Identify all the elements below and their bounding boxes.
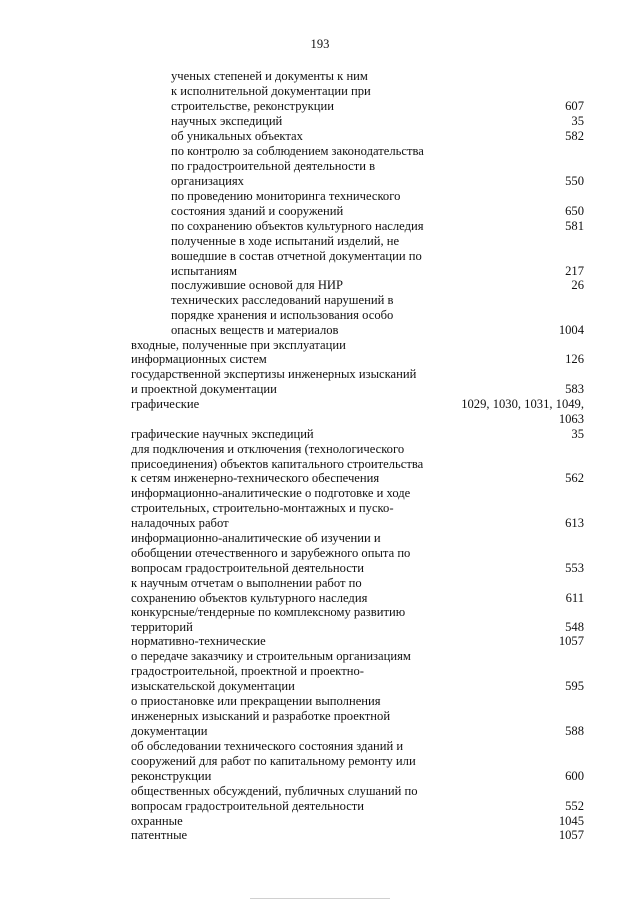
index-entry [0,367,640,382]
index-term: по сохранению объектов культурного наследия [171,219,424,233]
index-entry [0,159,640,174]
index-page-ref: 126 [565,352,584,366]
index-entry [0,561,640,576]
index-term: по проведению мониторинга технического [171,189,401,203]
index-term: документации [131,724,208,738]
index-term: к сетям инженерно-технического обеспечения [131,471,380,485]
index-term: испытаниям [171,264,238,278]
index-term: информационных систем [131,352,267,366]
index-entry [0,84,640,99]
index-term: обобщении отечественного и зарубежного опыта по [131,546,411,560]
index-term: полученные в ходе испытаний изделий, не [171,234,400,248]
index-term: вошедшие в состав отчетной документации по [171,249,422,263]
index-page-ref: 613 [565,516,584,530]
index-term: градостроительной, проектной и проектно- [131,664,364,678]
index-page-ref: 548 [565,620,584,634]
index-term: информационно-аналитические о подготовке и ходе [131,486,411,500]
index-entry [0,442,640,457]
index-page-ref: 552 [565,799,584,813]
index-term: информационно-аналитические об изучении и [131,531,381,545]
index-term: охранные [131,814,183,828]
page-number: 193 [310,37,330,51]
index-term: и проектной документации [131,382,277,396]
index-entry [0,576,640,591]
index-page-ref: 550 [565,174,584,188]
index-term: инженерных изысканий и разработке проектной [131,709,391,723]
index-page-ref: 607 [565,99,584,113]
index-page-ref: 1063 [558,412,584,426]
index-page-ref: 217 [565,264,584,278]
scan-edge-line [250,898,390,899]
index-term: научных экспедиций [171,114,283,128]
index-entry [0,308,640,323]
index-entry [0,204,640,219]
index-entry [0,352,640,367]
index-term: реконструкции [131,769,212,783]
index-entry [0,814,640,829]
index-page-ref: 35 [571,114,584,128]
index-term: для подключения и отключения (технологического [131,442,405,456]
index-page-ref: 583 [565,382,584,396]
index-term: вопросам градостроительной деятельности [131,799,365,813]
index-term: организациях [171,174,244,188]
index-term: входные, полученные при эксплуатации [131,338,346,352]
index-entry [0,679,640,694]
index-page-ref: 1057 [558,828,584,842]
index-entry [0,605,640,620]
index-entry [0,471,640,486]
index-entry [0,664,640,679]
index-page-ref: 26 [571,278,584,292]
index-term: порядке хранения и использования особо [171,308,394,322]
index-term: послужившие основой для НИР [171,278,344,292]
index-entry [0,427,640,442]
index-entry [0,784,640,799]
index-entry [0,486,640,501]
index-entry [0,724,640,739]
index-entry [0,531,640,546]
index-term: о приостановке или прекращении выполнения [131,694,381,708]
index-page-ref: 581 [565,219,584,233]
index-page-ref: 1045 [558,814,584,828]
index-entry [0,323,640,338]
index-entry [0,457,640,472]
index-page-ref: 650 [565,204,584,218]
index-entry [0,278,640,293]
index-entry [0,591,640,606]
index-entry [0,397,640,412]
index-page-ref: 588 [565,724,584,738]
index-entry [0,546,640,561]
index-term: сооружений для работ по капитальному ремонту или [131,754,416,768]
index-entry [0,634,640,649]
index-term: строительстве, реконструкции [171,99,334,113]
index-term: государственной экспертизы инженерных изысканий [131,367,417,381]
index-term: технических расследований нарушений в [171,293,394,307]
index-page-ref: 1004 [558,323,584,337]
index-term: состояния зданий и сооружений [171,204,344,218]
index-term: опасных веществ и материалов [171,323,339,337]
index-entry [0,234,640,249]
index-term: по градостроительной деятельности в [171,159,376,173]
index-term: к научным отчетам о выполнении работ по [131,576,362,590]
index-page-ref: 1057 [558,634,584,648]
index-page-ref: 595 [565,679,584,693]
index-page-ref: 1029, 1030, 1031, 1049, [461,397,584,411]
index-page-ref: 35 [571,427,584,441]
index-page-ref: 553 [565,561,584,575]
index-term: по контролю за соблюдением законодательства [171,144,424,158]
index-entry [0,620,640,635]
index-term: графические [131,397,200,411]
index-entry [0,69,640,84]
index-entry [0,516,640,531]
index-term: нормативно-технические [131,634,266,648]
index-entry [0,382,640,397]
index-term: изыскательской документации [131,679,295,693]
index-term: наладочных работ [131,516,229,530]
index-entry [0,338,640,353]
index-entry [0,129,640,144]
index-entry [0,754,640,769]
index-term: ученых степеней и документы к ним [171,69,368,83]
index-term: сохранению объектов культурного наследия [131,591,368,605]
index-page-ref: 600 [565,769,584,783]
index-entry [0,293,640,308]
index-entry [0,189,640,204]
index-entry [0,799,640,814]
index-page-ref: 562 [565,471,584,485]
index-entry [0,412,640,427]
index-entry [0,769,640,784]
index-term: территорий [131,620,193,634]
index-entry [0,739,640,754]
index-term: о передаче заказчику и строительным организациям [131,649,411,663]
index-term: графические научных экспедиций [131,427,314,441]
index-term: об обследовании технического состояния зданий и [131,739,404,753]
index-term: присоединения) объектов капитального строительства [131,457,424,471]
index-entry [0,219,640,234]
index-entry [0,694,640,709]
index-term: патентные [131,828,188,842]
index-term: общественных обсуждений, публичных слушаний по [131,784,418,798]
index-entry [0,114,640,129]
index-entry [0,501,640,516]
index-term: конкурсные/тендерные по комплексному развитию [131,605,406,619]
index-entry [0,828,640,843]
index-term: об уникальных объектах [171,129,303,143]
index-entry [0,99,640,114]
index-term: строительных, строительно-монтажных и пуско- [131,501,394,515]
index-term: к исполнительной документации при [171,84,371,98]
index-entry [0,264,640,279]
index-entry [0,144,640,159]
index-page-ref: 611 [565,591,584,605]
index-page-ref: 582 [565,129,584,143]
index-term: вопросам градостроительной деятельности [131,561,365,575]
index-entry [0,709,640,724]
index-entry [0,249,640,264]
index-entry [0,649,640,664]
index-entry [0,174,640,189]
